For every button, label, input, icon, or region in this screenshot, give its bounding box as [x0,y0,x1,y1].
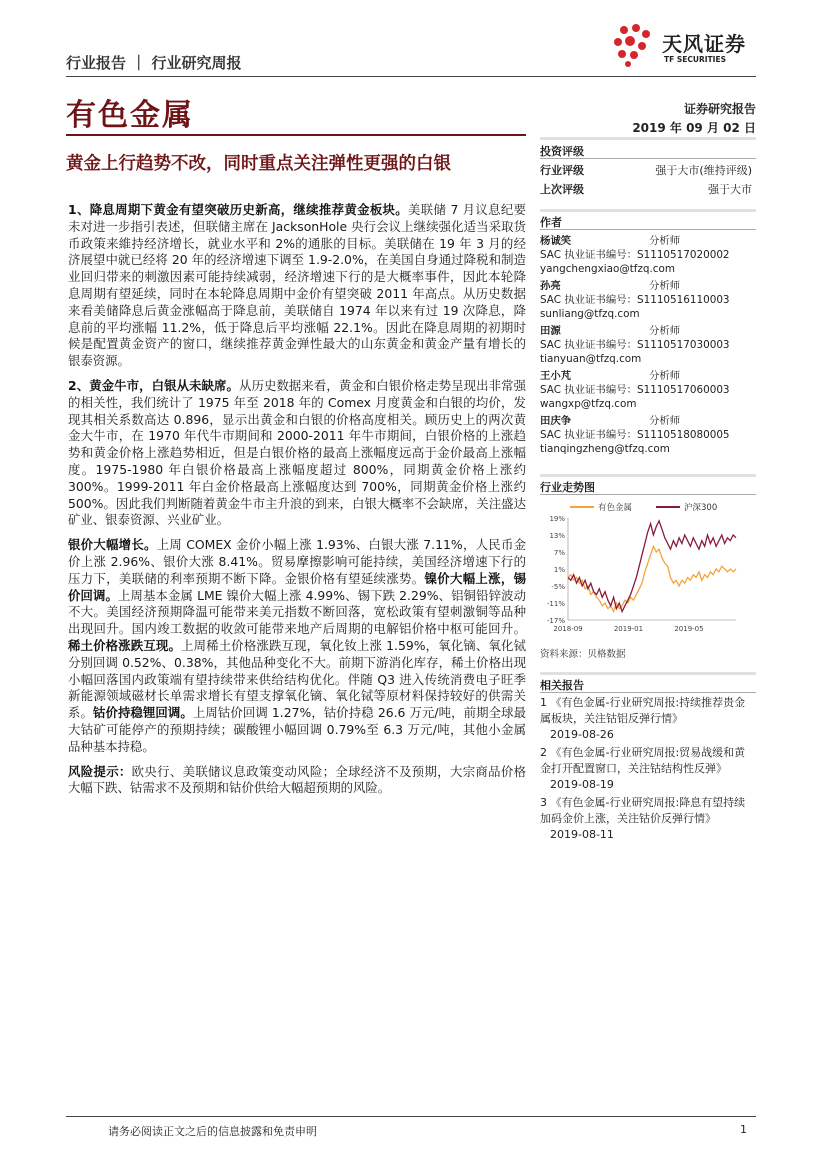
rating-heading: 投资评级 [540,145,584,158]
related-list [540,695,756,843]
paragraph: 银价大幅增长。上周 COMEX 金价小幅上涨 1.93%、白银大涨 7.11%，人民币金价上涨 2.96%、银价大涨 8.41%。贸易摩擦影响可能持续，美国经济增速下行的压力下，美联储的利率预期不断下降。金银价格有望延续涨势。镍价大幅上涨，锡价回调。上周基本金属 LME 镍价大幅上涨 4.99%、锡下跌 2.29%、铝铜铅锌波动不大。美国经济预期降温可能带来美元指数不断回落，宽松政策有望刺激铜等品种出现回升。国内竣工数据的收敛可能带来地产后周期的电解铝价格中枢可能回升。稀土价格涨跌互现。上周稀土价格涨跌互现，氧化钕上涨 1.59%，氧化镝、氧化铽分别回调 0.52%、0.38%，其他品种变化不大。前期下游消化库存，稀土价格出现小幅回落国内政策端有望持续带来供给结构优化。伴随 Q3 进入传统消费电子旺季新能源领域磁材长单需求增长有望支撑氧化镝、氧化铽等原材料保持较好的供需关系。钴价持稳锂回调。上周钴价回调 1.27%，钴价持稳 26.6 万元/吨，前期全球最大钴矿可能停产的预期持续；碳酸锂小幅回调 0.79%至 6.3 万元/吨，其他小金属品种基本持稳。 [68,537,527,754]
series-line-有色金属 [568,546,736,611]
report-date: 2019 年 09 月 02 日 [632,121,756,135]
trend-chart [540,498,756,638]
trend-heading: 行业走势图 [540,481,595,494]
x-tick-label: 2019-01 [613,625,644,633]
logo-mark-icon [612,22,658,68]
authors-heading: 作者 [540,216,562,229]
page-number: 1 [740,1123,747,1136]
author-entry: 田庆争 分析师 SAC 执业证书编号：S1110518080005 tianqingzheng@tfzq.com [540,415,730,455]
series-line-沪深300 [568,521,736,612]
rating-row: 上次评级 强于大市 [540,183,752,196]
report-type: 证券研究报告 [683,102,756,116]
chart-source: 资料来源：贝格数据 [540,649,626,660]
sector-title: 有色金属 [66,98,194,133]
author-email[interactable]: tianqingzheng@tfzq.com [540,443,670,455]
x-tick-label: 2019-05 [674,625,704,633]
related-heading: 相关报告 [540,679,584,692]
author-email[interactable]: tianyuan@tfzq.com [540,353,642,365]
author-email[interactable]: yangchengxiao@tfzq.com [540,263,675,275]
y-tick-label: 1% [553,566,565,574]
y-tick-label: -11% [546,600,565,608]
author-entry: 孙亮 分析师 SAC 执业证书编号：S1110516110003 sunliang@tfzq.com [540,280,730,320]
y-tick-label: 19% [549,515,565,523]
logo-text-cn: 天风证券 [662,32,746,56]
rating-row: 行业评级 强于大市(维持评级) [540,164,752,177]
paragraph: 风险提示：欧央行、美联储议息政策变动风险；全球经济不及预期，大宗商品价格大幅下跌、钴需求不及预期和钴价供给大幅超预期的风险。 [68,763,527,796]
footer-disclaimer: 请务必阅读正文之后的信息披露和免责申明 [108,1125,317,1138]
author-entry: 田源 分析师 SAC 执业证书编号：S1110517030003 tianyuan@tfzq.com [540,325,730,365]
y-tick-label: -5% [551,583,565,591]
y-tick-label: 7% [553,549,565,557]
paragraph: 2、黄金牛市，白银从未缺席。从历史数据来看，黄金和白银价格走势呈现出非常强的相关性，我们统计了 1975 年至 2018 年的 Comex 月度黄金和白银的均价，发现其相关系数高达 0.896，显示出黄金和白银的价格高度相关。顾历史上的两次黄金大牛市，在 1970 年代牛市期间和 2000-2011 年牛市期间，白银价格的上涨趋势和黄金价格上涨趋势相近，但是白银价格的最高上涨幅度远高于金价最高上涨幅度。1975-1980 年白银价格最高上涨幅度超过 800%，同期黄金价格上涨约 300%。1999-2011 年白金价格最高上涨幅度达到 700%，同期黄金价格上涨约 500%。因此我们判断随着黄金牛市主升浪的到来，白银大概率不会缺席，关注盛达矿业、银泰资源、兴业矿业。 [68,377,527,528]
brand-logo [612,20,762,72]
legend-label: 沪深300 [684,503,718,513]
author-entry: 王小芃 分析师 SAC 执业证书编号：S1110517060003 wangxp@tfzq.com [540,370,730,410]
breadcrumb: 行业报告 ｜ 行业研究周报 [66,54,242,72]
author-email[interactable]: wangxp@tfzq.com [540,398,637,410]
related-report-link[interactable]: 2 《有色金属-行业研究周报:贸易战缓和黄金打开配置窗口，关注钴结构性反弹》 2019-08-19 [540,746,746,791]
main-title: 黄金上行趋势不改，同时重点关注弹性更强的白银 [66,154,451,174]
related-report-link[interactable]: 1 《有色金属-行业研究周报:持续推荐贵金属板块，关注钴铝反弹行情》 2019-08-26 [540,696,746,741]
related-report-link[interactable]: 3 《有色金属-行业研究周报:降息有望持续加码金价上涨，关注钴价反弹行情》 2019-08-11 [540,796,746,841]
y-tick-label: -17% [546,617,565,625]
logo-text-en: TF SECURITIES [664,55,726,64]
author-email[interactable]: sunliang@tfzq.com [540,308,640,320]
paragraph: 1、降息周期下黄金有望突破历史新高，继续推荐黄金板块。美联储 7 月议息纪要未对进一步指引表述，但联储主席在 JacksonHole 央行会议上继续强化适当采取货币政策来維持经济增长，就业水平和 2%的通胀的目标。美联储在 19 年 3 月的经济展望中就已经将 20 年的经济增速下调至 1.9-2.0%，在美国自身通过降税和制造业回归带来的刺激因素可能持续减弱，经济增速下行的是大概率事件，因此本轮降息周期有望延续，同时在本轮降息周期中金价有望突破 2011 年高点。从历史数据来看美储降息后黄金涨幅高于降息前，美联储自 1974 年以来有过 19 次降息，降息前的平均涨幅 11.2%，低于降息后平均涨幅 22.1%。因此在降息周期的初期时候是配置黄金资产的窗口，继续推荐黄金弹性最大的山东黄金和黄金产量有增长的银泰资源。 [68,202,526,369]
y-tick-label: 13% [549,532,565,540]
author-entry: 杨诚笑 分析师 SAC 执业证书编号：S1110517020002 yangchengxiao@tfzq.com [540,235,730,275]
report-body [68,202,526,805]
footer-divider [66,1116,756,1117]
legend-label: 有色金属 [598,503,633,513]
title-divider [66,134,526,136]
x-tick-label: 2018-09 [553,625,583,633]
author-list [540,234,756,459]
